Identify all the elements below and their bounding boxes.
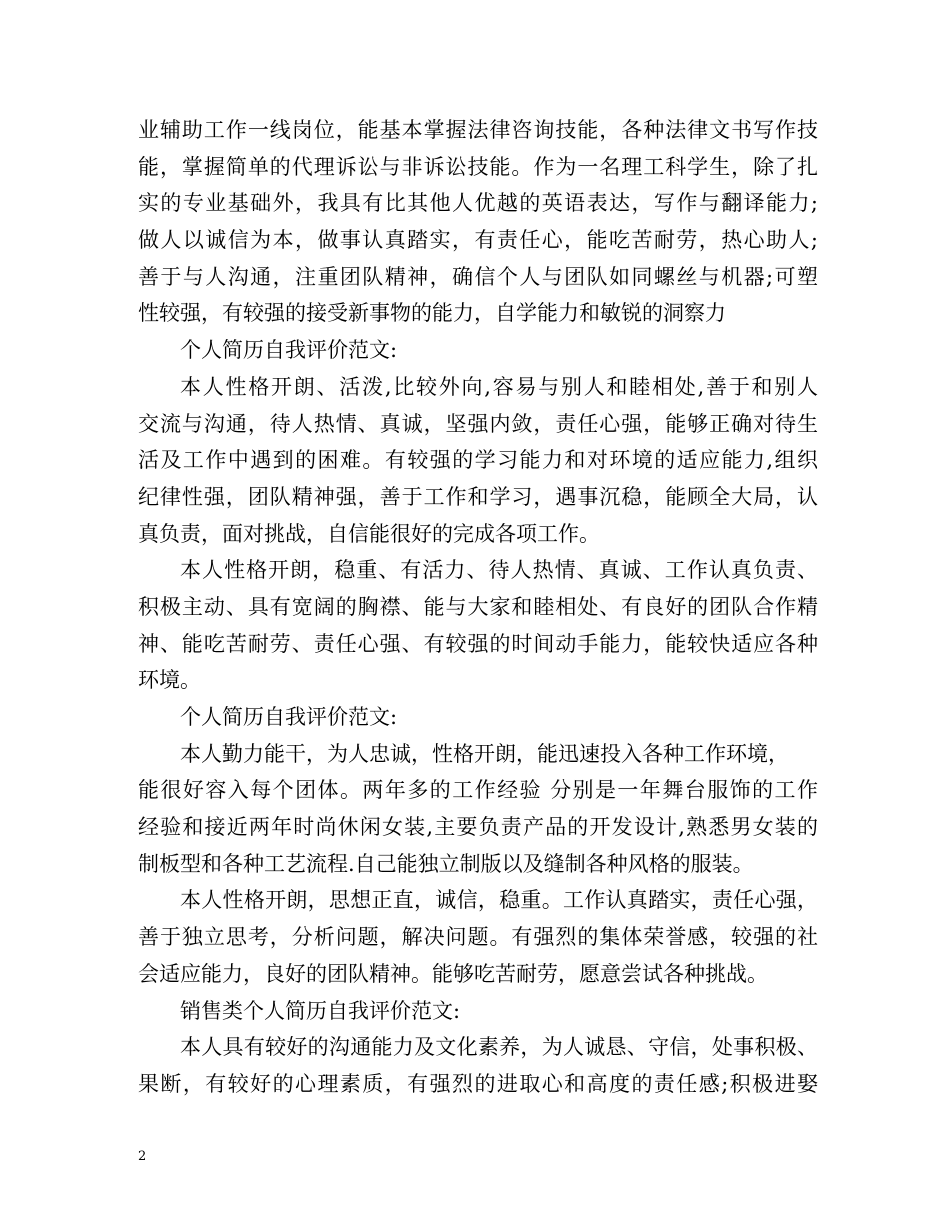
text-line: 善于独立思考，分析问题，解决问题。有强烈的集体荣誉感，较强的社 bbox=[138, 925, 818, 950]
text-line: 果断，有较好的心理素质，有强烈的进取心和高度的责任感;积极进娶 bbox=[138, 1071, 818, 1096]
text-line: 本人勤力能干，为人忠诚，性格开朗，能迅速投入各种工作环境， bbox=[180, 741, 789, 766]
text-line: 经验和接近两年时尚休闲女装,主要负责产品的开发设计,熟悉男女装的 bbox=[138, 815, 818, 840]
text-line: 做人以诚信为本，做事认真踏实，有责任心，能吃苦耐劳，热心助人; bbox=[138, 228, 818, 253]
text-line: 性较强，有较强的接受新事物的能力，自学能力和敏锐的洞察力 bbox=[138, 301, 726, 326]
text-line: 本人性格开朗，稳重、有活力、待人热情、真诚、工作认真负责、 bbox=[180, 558, 818, 583]
text-line: 个人简历自我评价范文: bbox=[180, 705, 398, 729]
text-line: 业辅助工作一线岗位，能基本掌握法律咨询技能，各种法律文书写作技 bbox=[138, 118, 818, 142]
text-line: 交流与沟通，待人热情、真诚，坚强内敛，责任心强，能够正确对待生 bbox=[138, 411, 818, 436]
text-line: 本人性格开朗，思想正直，诚信，稳重。工作认真踏实，责任心强， bbox=[180, 888, 818, 913]
page-number: 2 bbox=[138, 1149, 147, 1164]
text-line: 善于与人沟通，注重团队精神，确信个人与团队如同螺丝与机器;可塑 bbox=[138, 264, 818, 289]
text-line: 神、能吃苦耐劳、责任心强、有较强的时间动手能力，能较快适应各种 bbox=[138, 631, 818, 656]
document-body bbox=[138, 112, 818, 1103]
text-line: 会适应能力，良好的团队精神。能够吃苦耐劳，愿意尝试各种挑战。 bbox=[138, 961, 768, 986]
text-line: 能很好容入每个团体。两年多的工作经验 分别是一年舞台服饰的工作 bbox=[138, 778, 818, 803]
text-line: 环境。 bbox=[138, 668, 201, 693]
text-line: 制板型和各种工艺流程.自己能独立制版以及缝制各种风格的服装。 bbox=[138, 851, 754, 876]
text-line: 积极主动、具有宽阔的胸襟、能与大家和睦相处、有良好的团队合作精 bbox=[138, 594, 818, 619]
text-line: 纪律性强，团队精神强，善于工作和学习，遇事沉稳，能顾全大局，认 bbox=[138, 484, 818, 509]
text-line: 实的专业基础外，我具有比其他人优越的英语表达，写作与翻译能力; bbox=[138, 191, 818, 216]
text-line: 本人具有较好的沟通能力及文化素养，为人诚恳、守信，处事积极、 bbox=[180, 1035, 818, 1060]
text-line: 本人性格开朗、活泼,比较外向,容易与别人和睦相处,善于和别人 bbox=[180, 374, 818, 399]
text-line: 真负责，面对挑战，自信能很好的完成各项工作。 bbox=[138, 521, 600, 546]
text-line: 活及工作中遇到的困难。有较强的学习能力和对环境的适应能力,组织 bbox=[138, 448, 818, 473]
text-line: 销售类个人简历自我评价范文: bbox=[180, 998, 461, 1023]
text-line: 能，掌握简单的代理诉讼与非诉讼技能。作为一名理工科学生，除了扎 bbox=[138, 154, 818, 179]
text-line: 个人简历自我评价范文: bbox=[180, 338, 398, 363]
